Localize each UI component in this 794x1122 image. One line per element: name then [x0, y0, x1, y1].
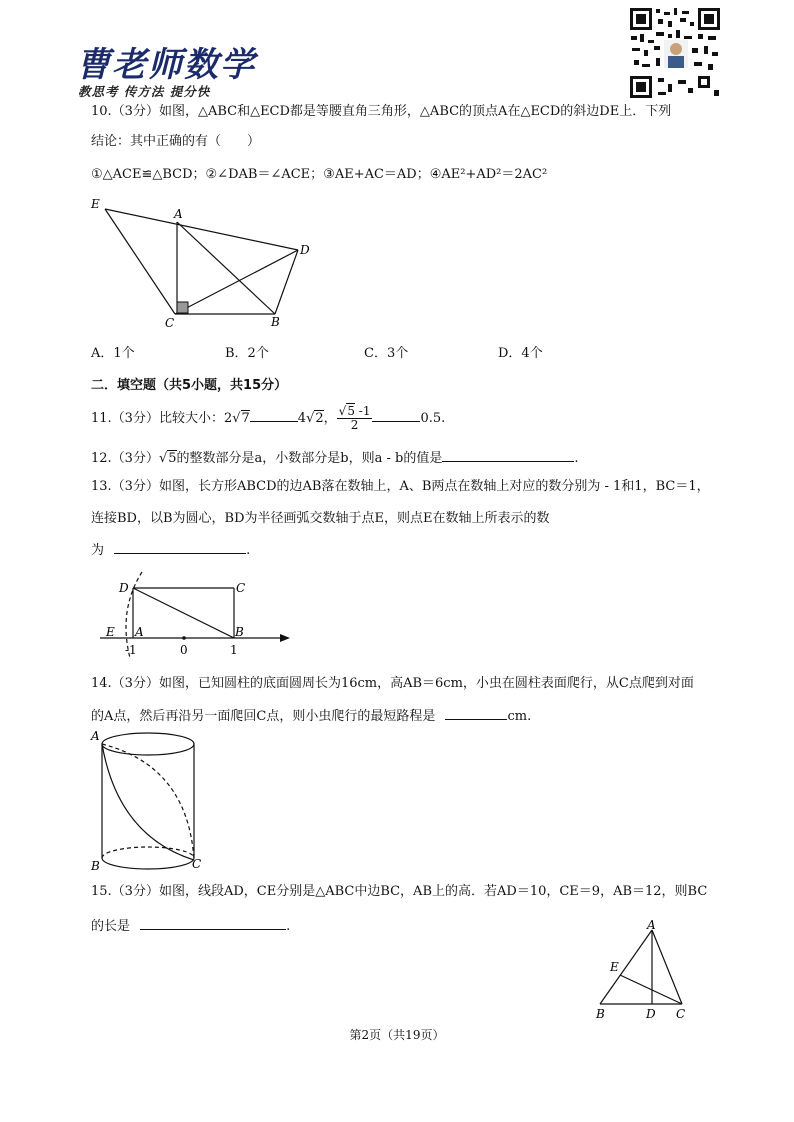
q12-text: 的整数部分是a，小数部分是b，则a - b的值是	[176, 451, 443, 466]
q10-label-A: A	[174, 207, 183, 221]
q12-answer-blank[interactable]	[442, 448, 574, 462]
q14-label-C: C	[192, 857, 202, 871]
q12-line: 12.（3分）√5的整数部分是a，小数部分是b，则a - b的值是 .	[91, 448, 578, 468]
q11-suffix: 0.5.	[420, 411, 446, 426]
q13-label-E: E	[106, 625, 115, 639]
q14-unit: cm.	[507, 709, 532, 724]
q15-answer-blank[interactable]	[140, 916, 286, 930]
q13-label-B: B	[235, 625, 244, 639]
q11-mid: 4	[297, 411, 307, 426]
q10-label-E: E	[91, 197, 100, 211]
q10-label-C: C	[165, 316, 175, 330]
q14-stem-line2	[91, 706, 531, 726]
q13-tick-minus1: -1	[125, 643, 137, 657]
q10-option-b: B．2个	[225, 346, 269, 361]
q10-option-a: A．1个	[91, 346, 135, 361]
q11-line: 11.（3分）比较大小：2√7 4√2， $\frac{√5 -1}{2}$ 0.5.	[91, 404, 446, 432]
q10-label-B: B	[271, 315, 280, 329]
q15-label-A: A	[647, 918, 656, 932]
q15-line2-text: 的长是	[91, 919, 131, 934]
q11-frac-root: 5	[347, 404, 355, 418]
q13-line3-text: 为	[91, 543, 105, 558]
q13-label-C: C	[236, 581, 246, 595]
q13-end: .	[246, 543, 251, 558]
q10-figure	[85, 192, 325, 332]
q15-label-C: C	[676, 1007, 686, 1021]
q13-stem-line3	[91, 540, 250, 560]
q13-answer-blank[interactable]	[114, 540, 246, 554]
q15-stem-line2	[91, 916, 290, 936]
q14-label-B: B	[91, 859, 100, 872]
q15-label-E: E	[610, 960, 619, 974]
q12-end: .	[574, 451, 579, 466]
brand-slogan: 教思考 传方法 提分快	[78, 84, 211, 99]
q13-tick-zero: 0	[180, 643, 188, 657]
page-number-footer: 第2页（共19页）	[349, 1028, 445, 1042]
q15-label-B: B	[596, 1007, 605, 1021]
q13-figure	[90, 570, 300, 662]
q12-root: 5	[168, 451, 177, 466]
q10-label-D: D	[300, 243, 310, 257]
q13-label-A: A	[135, 625, 144, 639]
q13-stem-line1: 13.（3分）如图，长方形ABCD的边AB落在数轴上，A、B两点在数轴上对应的数分别为 - 1和1，BC＝1，	[91, 479, 710, 494]
q10-option-c: C．3个	[364, 346, 409, 361]
q11-blank-2[interactable]	[372, 408, 420, 422]
q13-stem-line2: 连接BD，以B为圆心，BD为半径画弧交数轴于点E，则点E在数轴上所表示的数	[91, 511, 550, 526]
q11-root2: 2	[315, 411, 324, 426]
q11-frac-den: 2	[350, 418, 359, 432]
q11-frac-tail: -1	[354, 404, 371, 418]
q15-triangle-figure	[590, 918, 690, 1024]
q13-label-D: D	[119, 581, 129, 595]
q11-fraction: $\frac{√5 -1}{2}$	[338, 404, 371, 432]
q14-label-A: A	[91, 729, 100, 743]
q15-end: .	[286, 919, 291, 934]
q10-stem-line2: 结论：其中正确的有（ ）	[91, 134, 261, 149]
q11-comma: ，	[323, 411, 337, 426]
q11-prefix: 11.（3分）比较大小：2	[91, 411, 233, 426]
q15-stem-line1: 15.（3分）如图，线段AD，CE分别是△ABC中边BC，AB上的高．若AD＝10，CE＝9，AB＝12，则BC	[91, 884, 708, 899]
q11-root1: 7	[241, 411, 250, 426]
q10-conclusions: ①△ACE≌△BCD；②∠DAB＝∠ACE；③AE+AC＝AD；④AE²+AD²＝2AC²	[91, 167, 548, 182]
q15-label-D: D	[646, 1007, 656, 1021]
q14-stem-line1: 14.（3分）如图，已知圆柱的底面圆周长为16cm，高AB＝6cm，小虫在圆柱表面爬行，从C点爬到对面	[91, 676, 694, 691]
q10-stem-line1: 10.（3分）如图，△ABC和△ECD都是等腰直角三角形，△ABC的顶点A在△ECD的斜边DE上．下列	[91, 104, 672, 119]
q14-line2-text: 的A点，然后再沿另一面爬回C点，则小虫爬行的最短路程是	[91, 709, 436, 724]
section-title-fill-blank: 二．填空题（共5小题，共15分）	[91, 378, 288, 393]
q13-tick-one: 1	[230, 643, 238, 657]
q14-answer-blank[interactable]	[445, 706, 507, 720]
q11-blank-1[interactable]	[250, 408, 298, 422]
q10-option-d: D．4个	[498, 346, 543, 361]
qr-code-image	[628, 6, 722, 100]
q14-cylinder-figure	[88, 726, 208, 872]
q12-prefix: 12.（3分）	[91, 451, 159, 466]
brand-logo-text: 曹老师数学	[76, 45, 256, 85]
